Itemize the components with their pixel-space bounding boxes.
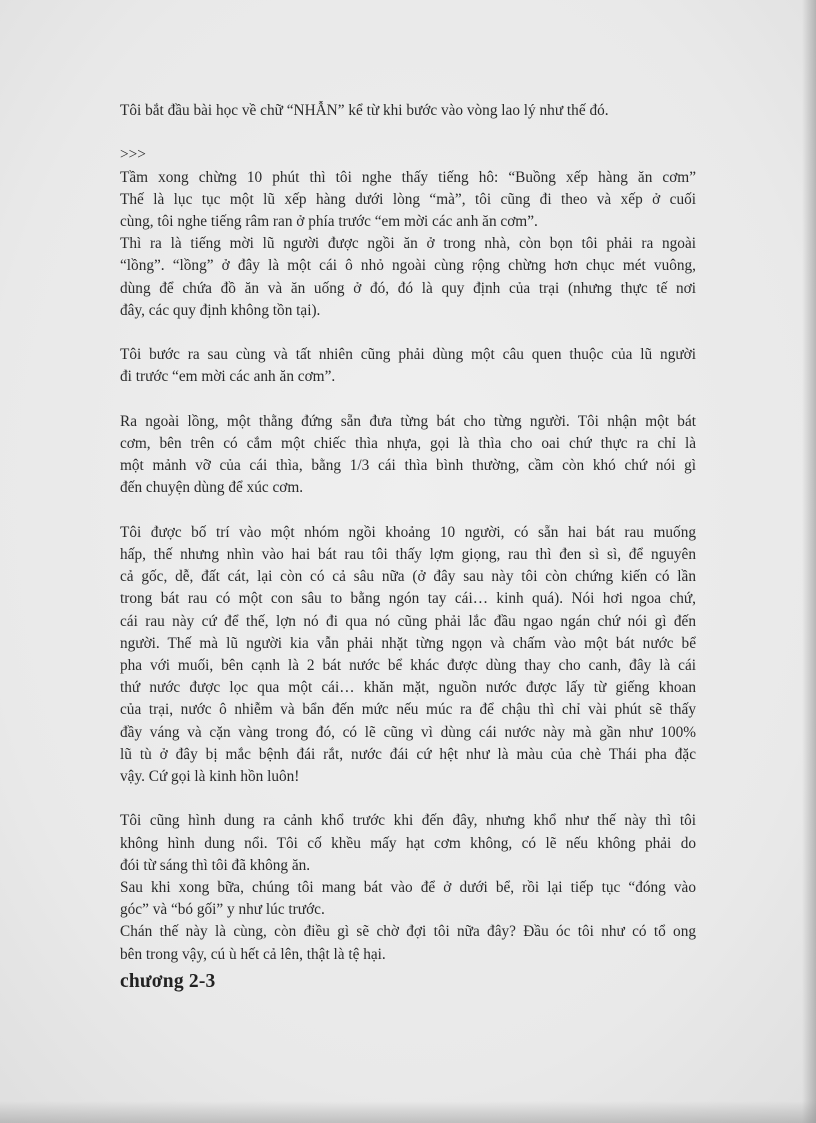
paragraph-aftermath [120, 810, 696, 965]
text-line: trong bát rau có một con sâu to bằng ngón tay cái… kinh quá). Nói hơi ngoa chứ, [120, 590, 696, 608]
scan-shadow-right [802, 0, 816, 1123]
text-line: của trại, nước ô nhiễm và bẩn đến mức nếu múc ra để chậu thì chỉ vài phút sẽ thấy [120, 701, 696, 719]
text-line: cái rau này cứ để thế, lợn nó đi qua nó cũng phải lắc đầu ngao ngán chứ nói gì đến [120, 612, 696, 630]
paragraph-vegetables [120, 522, 696, 788]
text-line: đây, các quy định không tồn tại). [120, 301, 321, 319]
paragraph-stepping-out [120, 344, 696, 388]
text-line: đi trước “em mời các anh ăn cơm”. [120, 368, 336, 386]
text-line: cả gốc, dễ, đất cát, lại còn có cả sâu nữa (ở đây sau này tôi còn chứng kiến có lần [120, 568, 696, 586]
text-line: dùng để chứa đồ ăn và ăn uống ở đó, đó là quy định của trại (nhưng thực tế nơi [120, 279, 696, 297]
text-line: “lồng”. “lồng” ở đây là một cái ô nhỏ ngoài cùng rộng chừng hơn chục mét vuông, [120, 257, 696, 275]
text-line: Tầm xong chừng 10 phút thì tôi nghe thấy tiếng hô: “Buồng xếp hàng ăn cơm” [120, 168, 696, 186]
text-line: một mảnh vỡ của cái thìa, bằng 1/3 cái thìa bình thường, cầm còn khó chứ nói gì [120, 457, 696, 475]
paragraph-intro [120, 100, 696, 122]
text-line: không hình dung nổi. Tôi cố khều mấy hạt cơm không, có lẽ nếu không phải do [120, 834, 696, 852]
text-line: Tôi bước ra sau cùng và tất nhiên cũng phải dùng một câu quen thuộc của lũ người [120, 346, 696, 364]
text-line: đầy váng và cặn vàng trong đó, có lẽ cũng vì dùng cái nước này mà gần như 100% [120, 723, 696, 741]
body-text [120, 100, 696, 988]
text-line: Ra ngoài lồng, một thằng đứng sẵn đưa từng bát cho từng người. Tôi nhận một bát [120, 412, 696, 430]
paragraph-bowl [120, 411, 696, 500]
text-line: bên trong vậy, cú ù hết cả lên, thật là tệ hại. [120, 945, 386, 963]
text-line: pha với muối, bên cạnh là 2 bát nước bể khác được dùng thay cho canh, đây là cái [120, 657, 696, 675]
text-line: Tôi bắt đầu bài học về chữ “NHẪN” kể từ khi bước vào vòng lao lý như thế đó. [120, 102, 609, 119]
text-line: lũ tù ở đây bị mắc bệnh đái rắt, nước đái cứ hệt như là màu của chè Thái pha đặc [120, 745, 696, 763]
text-line: Chán thế này là cùng, còn điều gì sẽ chờ đợi tôi nữa đây? Đầu óc tôi như có tổ ong [120, 923, 696, 941]
chapter-heading: chương 2-3 [120, 971, 216, 992]
text-line: cơm, bên trên có cắm một chiếc thìa nhựa, gọi là thìa cho oai chứ thực ra chỉ là [120, 435, 696, 452]
text-line: Sau khi xong bữa, chúng tôi mang bát vào để ở dưới bể, rồi lại tiếp tục “đóng vào [120, 879, 696, 897]
text-line: Tôi cũng hình dung ra cảnh khổ trước khi đến đây, nhưng khổ như thế này thì tôi [120, 812, 696, 830]
text-line: thứ nước được lọc qua một cái… khăn mặt, nguồn nước được lấy từ giếng khoan [120, 679, 696, 697]
text-line: góc” và “bó gối” y như lúc trước. [120, 901, 325, 919]
text-line: đói từ sáng thì tôi đã không ăn. [120, 856, 311, 874]
text-line: Thì ra là tiếng mời lũ người được ngồi ăn ở trong nhà, còn bọn tôi phải ra ngoài [120, 235, 696, 253]
text-line: >>> [120, 146, 146, 164]
text-line: Tôi được bố trí vào một nhóm ngồi khoảng 10 người, có sẵn hai bát rau muống [120, 523, 696, 541]
text-line: Thế là lục tục một lũ xếp hàng dưới lòng “mà”, tôi cũng đi theo và xếp ở cuối [120, 190, 696, 208]
text-line: hấp, thế nhưng nhìn vào hai bát rau tôi thấy lợm giọng, rau thì đen sì sì, để nguyên [120, 546, 696, 563]
text-line: vậy. Cứ gọi là kinh hồn luôn! [120, 768, 300, 786]
text-line: cùng, tôi nghe tiếng râm ran ở phía trước “em mời các anh ăn cơm”. [120, 213, 538, 230]
paragraph-meal-call [120, 144, 696, 322]
scan-shadow-bottom [0, 1101, 816, 1123]
text-line: người. Thế mà lũ người kia vẫn phải nhặt từng ngọn và chấm vào một bát nước bể [120, 634, 696, 652]
text-line: đến chuyện dùng để xúc cơm. [120, 479, 304, 497]
